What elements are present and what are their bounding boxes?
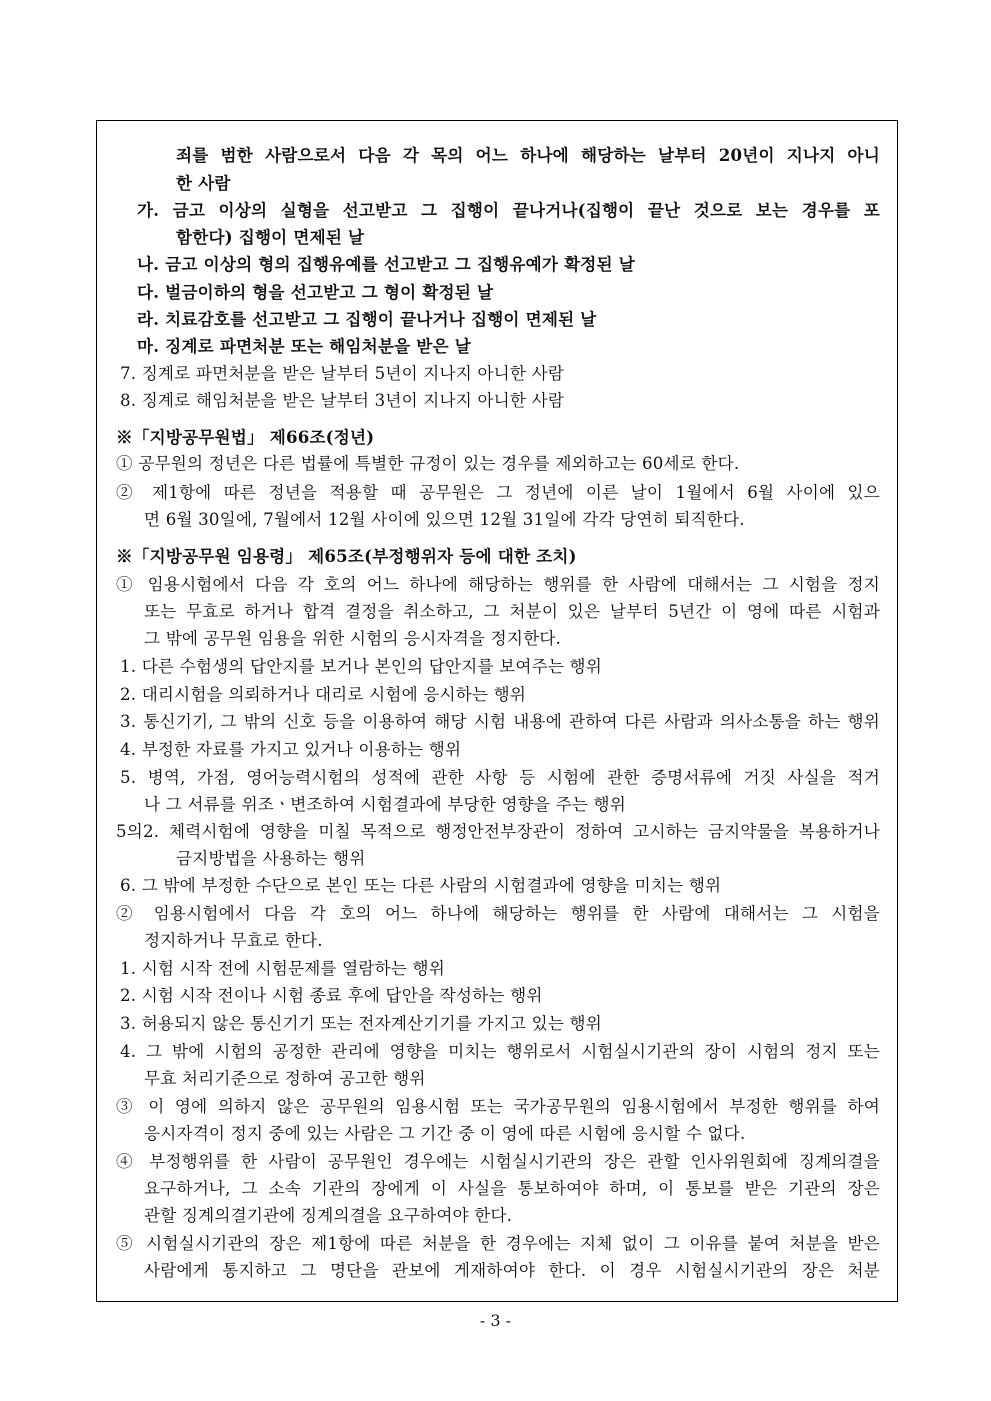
text-line: 2. 대리시험을 의뢰하거나 대리로 시험에 응시하는 행위: [120, 685, 527, 704]
text-line: ⑤ 시험실시기관의 장은 제1항에 따른 처분을 한 경우에는 지체 없이 그 이유를 붙여 처분을 받은: [116, 1234, 880, 1253]
text-line: 한 사람: [176, 173, 231, 193]
text-line: 5의2. 체력시험에 영향을 미칠 목적으로 행정안전부장관이 정하여 고시하는 금지약물을 복용하거나: [116, 822, 880, 841]
text-line: 가. 금고 이상의 실형을 선고받고 그 집행이 끝나거나(집행이 끝난 것으로 보는 경우를 포: [137, 200, 880, 220]
text-line: 7. 징계로 파면처분을 받은 날부터 5년이 지나지 아니한 사람: [120, 364, 565, 383]
text-line: 다. 벌금이하의 형을 선고받고 그 형이 확정된 날: [137, 282, 494, 302]
text-line: ※「지방공무원법」 제66조(정년): [116, 427, 375, 447]
text-line: ① 공무원의 정년은 다른 법률에 특별한 규정이 있는 경우를 제외하고는 60세로 한다.: [116, 454, 740, 473]
text-line: 마. 징계로 파면처분 또는 해임처분을 받은 날: [137, 336, 471, 356]
text-line: 면 6월 30일에, 7월에서 12월 사이에 있으면 12월 31일에 각각 당연히 퇴직한다.: [144, 510, 745, 529]
text-line: 나. 금고 이상의 형의 집행유예를 선고받고 그 집행유예가 확정된 날: [137, 254, 635, 274]
text-line: 죄를 범한 사람으로서 다음 각 목의 어느 하나에 해당하는 날부터 20년이 지나지 아니: [176, 145, 880, 165]
text-line: 4. 그 밖에 시험의 공정한 관리에 영향을 미치는 행위로서 시험실시기관의 장이 시험의 정지 또는: [120, 1042, 880, 1061]
text-line: 3. 허용되지 않은 통신기기 또는 전자계산기기를 가지고 있는 행위: [120, 1014, 602, 1033]
text-line: 1. 시험 시작 전에 시험문제를 열람하는 행위: [120, 959, 445, 978]
text-line: 8. 징계로 해임처분을 받은 날부터 3년이 지나지 아니한 사람: [120, 391, 565, 410]
text-line: 그 밖에 공무원 임용을 위한 시험의 응시자격을 정지한다.: [144, 629, 562, 648]
text-line: ④ 부정행위를 한 사람이 공무원인 경우에는 시험실시기관의 장은 관할 인사위원회에 징계의결을: [116, 1152, 880, 1171]
text-line: 3. 통신기기, 그 밖의 신호 등을 이용하여 해당 시험 내용에 관하여 다른 사람과 의사소통을 하는 행위: [120, 712, 880, 731]
text-line: ※「지방공무원 임용령」 제65조(부정행위자 등에 대한 조치): [116, 546, 577, 566]
text-line: 응시자격이 정지 중에 있는 사람은 그 기간 중 이 영에 따른 시험에 응시할 수 없다.: [144, 1124, 746, 1143]
text-line: 금지방법을 사용하는 행위: [176, 849, 366, 868]
text-line: 4. 부정한 자료를 가지고 있거나 이용하는 행위: [120, 740, 462, 759]
text-line: ② 임용시험에서 다음 각 호의 어느 하나에 해당하는 행위를 한 사람에 대해서는 그 시험을: [116, 904, 880, 923]
text-line: 요구하거나, 그 소속 기관의 장에게 이 사실을 통보하여야 하며, 이 통보를 받은 기관의 장은: [144, 1179, 880, 1198]
text-line: 1. 다른 수험생의 답안지를 보거나 본인의 답안지를 보여주는 행위: [120, 657, 602, 676]
text-line: 정지하거나 무효로 한다.: [144, 931, 323, 950]
text-line: 함한다) 집행이 면제된 날: [176, 227, 365, 247]
text-line: 또는 무효로 하거나 합격 결정을 취소하고, 그 처분이 있은 날부터 5년간 이 영에 따른 시험과: [144, 602, 880, 621]
text-line: 6. 그 밖에 부정한 수단으로 본인 또는 다른 사람의 시험결과에 영향을 미치는 행위: [120, 876, 722, 895]
text-line: 2. 시험 시작 전이나 시험 종료 후에 답안을 작성하는 행위: [120, 986, 543, 1005]
text-line: 5. 병역, 가점, 영어능력시험의 성적에 관한 사항 등 시험에 관한 증명서류에 거짓 사실을 적거: [120, 768, 880, 787]
text-line: 라. 치료감호를 선고받고 그 집행이 끝나거나 집행이 면제된 날: [137, 309, 597, 329]
text-line: ③ 이 영에 의하지 않은 공무원의 임용시험 또는 국가공무원의 임용시험에서 부정한 행위를 하여: [116, 1097, 880, 1116]
text-line: 무효 처리기준으로 정하여 공고한 행위: [144, 1069, 426, 1088]
text-line: ② 제1항에 따른 정년을 적용할 때 공무원은 그 정년에 이른 날이 1월에서 6월 사이에 있으: [116, 483, 880, 502]
text-line: 나 그 서류를 위조ㆍ변조하여 시험결과에 부당한 영향을 주는 행위: [144, 795, 626, 814]
text-line: 관할 징계의결기관에 징계의결을 요구하여야 한다.: [144, 1206, 513, 1225]
page-number: - 3 -: [479, 1311, 512, 1330]
text-line: 사람에게 통지하고 그 명단을 관보에 게재하여야 한다. 이 경우 시험실시기관의 장은 처분: [144, 1261, 880, 1280]
text-line: ① 임용시험에서 다음 각 호의 어느 하나에 해당하는 행위를 한 사람에 대해서는 그 시험을 정지: [116, 575, 880, 594]
